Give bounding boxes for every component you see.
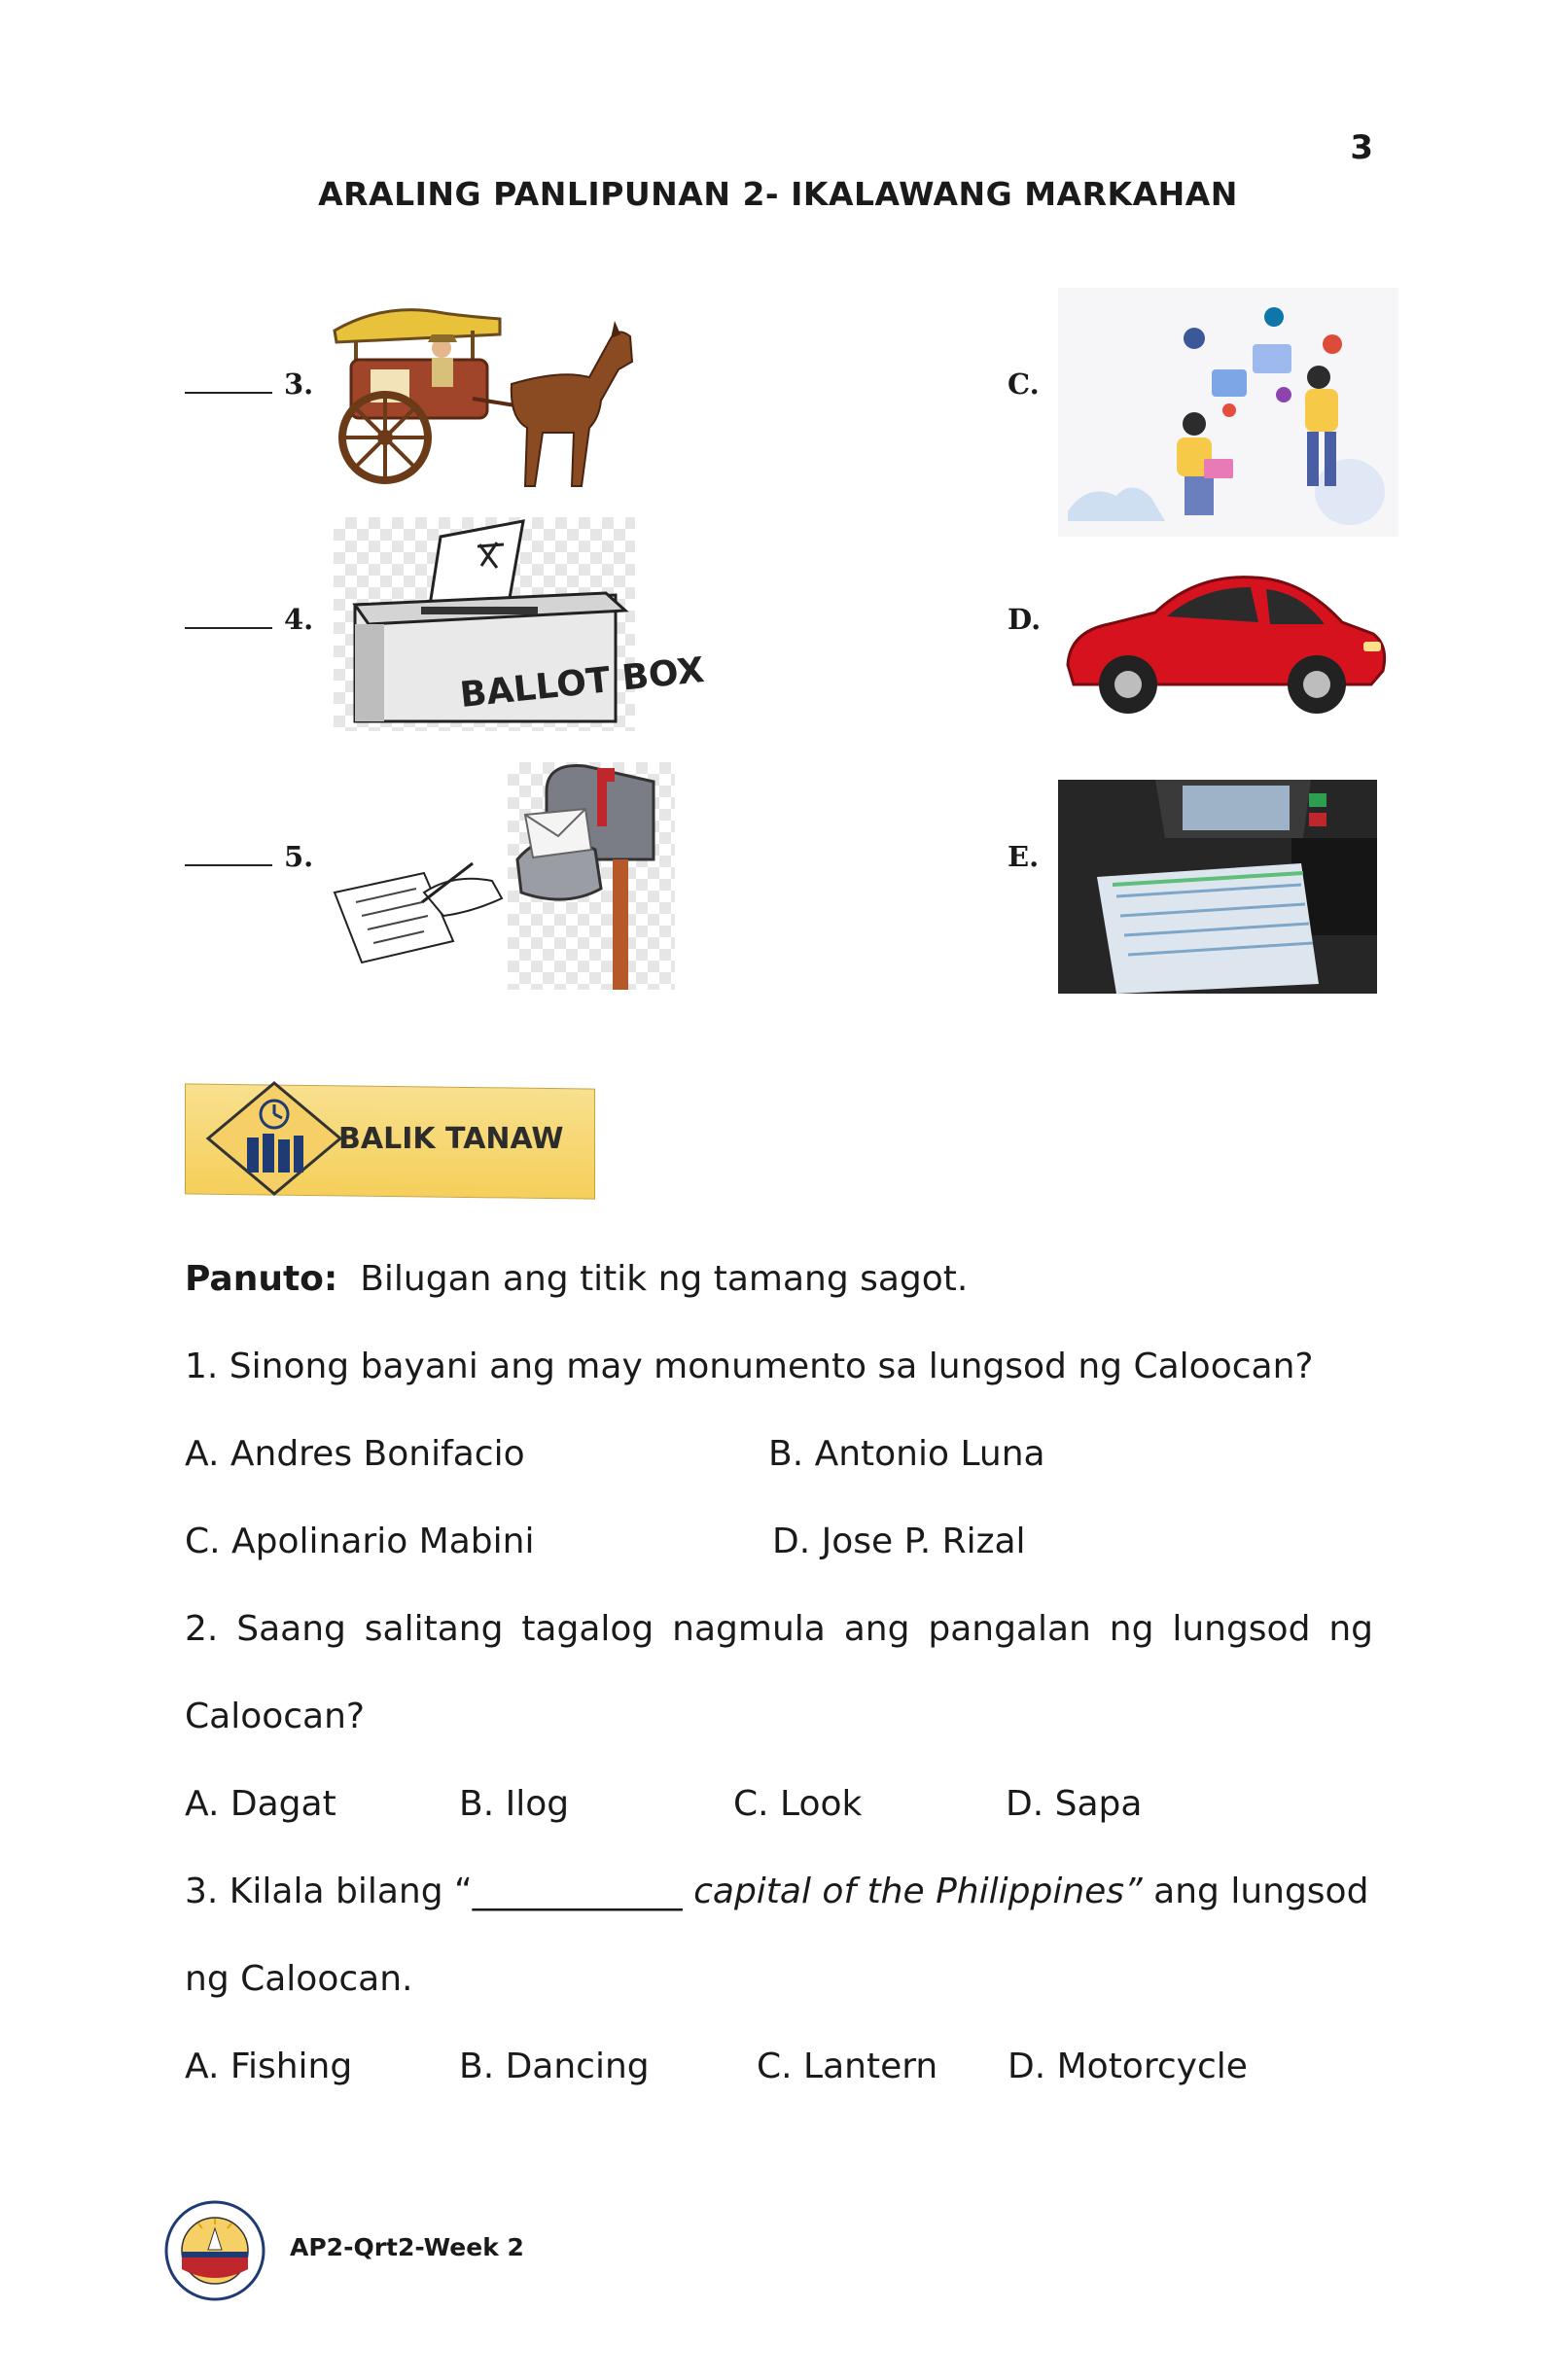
q1-option-a: A. Andres Bonifacio xyxy=(185,1434,525,1474)
answer-blank: ____________ xyxy=(472,1872,683,1911)
instruction xyxy=(185,1260,968,1299)
question-3-line-1: 3. Kilala bilang “____________ capital of the Philippines” ang lungsod xyxy=(185,1872,1369,1911)
question-2-line-2: Caloocan? xyxy=(185,1697,366,1736)
answer-blank xyxy=(185,864,272,866)
matching-item-4: 4. xyxy=(185,603,313,636)
q1-option-d: D. Jose P. Rizal xyxy=(772,1522,1026,1561)
balik-tanaw-banner xyxy=(185,1081,593,1196)
q2-option-b: B. Ilog xyxy=(459,1784,570,1824)
letter-writing-image xyxy=(327,834,507,975)
q3-option-c: C. Lantern xyxy=(757,2047,938,2086)
q3-option-b: B. Dancing xyxy=(459,2047,650,2086)
footer-code: AP2-Qrt2-Week 2 xyxy=(290,2233,524,2261)
matching-item-3: 3. xyxy=(185,368,313,401)
choice-c-letter: C. xyxy=(1008,368,1040,401)
question-1: 1. Sinong bayani ang may monumento sa lungsod ng Caloocan? xyxy=(185,1347,1314,1386)
instruction-text: Bilugan ang titik ng tamang sagot. xyxy=(360,1259,969,1299)
question-3-line-2: ng Caloocan. xyxy=(185,1959,413,1999)
q2-option-c: C. Look xyxy=(733,1784,863,1824)
instruction-label: Panuto: xyxy=(185,1259,338,1299)
question-2-line-1: 2. Saang salitang tagalog nagmula ang pangalan ng lungsod ng xyxy=(185,1609,1373,1649)
ballot-box-image xyxy=(334,517,706,731)
clock-books-icon xyxy=(206,1081,342,1196)
red-car-image xyxy=(1060,564,1391,729)
header-title: ARALING PANLIPUNAN 2- IKALAWANG MARKAHAN xyxy=(318,175,1238,213)
q3-option-d: D. Motorcycle xyxy=(1008,2047,1248,2086)
matching-item-5: 5. xyxy=(185,840,313,873)
ballot-box-text: BALLOT BOX xyxy=(457,649,706,717)
banner-label: BALIK TANAW xyxy=(338,1122,564,1156)
choice-e-letter: E. xyxy=(1008,840,1040,873)
q2-option-d: D. Sapa xyxy=(1006,1784,1143,1824)
page-number: 3 xyxy=(1350,128,1373,167)
answer-blank xyxy=(185,392,272,394)
q3-option-a: A. Fishing xyxy=(185,2047,353,2086)
choice-d-letter: D. xyxy=(1008,603,1042,636)
q2-option-a: A. Dagat xyxy=(185,1784,336,1824)
social-media-image xyxy=(1058,288,1398,537)
q1-option-b: B. Antonio Luna xyxy=(768,1434,1045,1474)
q1-option-c: C. Apolinario Mabini xyxy=(185,1522,535,1561)
mailbox-image xyxy=(508,762,675,990)
answer-blank xyxy=(185,627,272,629)
kalesa-image xyxy=(327,292,638,496)
division-seal-logo xyxy=(163,2199,266,2302)
vote-counting-machine-image xyxy=(1058,780,1377,994)
